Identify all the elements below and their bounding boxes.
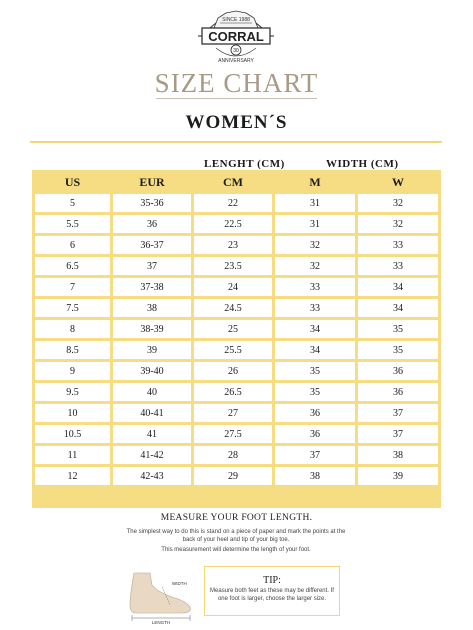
cell-us: 12 xyxy=(35,467,110,485)
cell-w: 33 xyxy=(358,257,438,275)
cell-w: 33 xyxy=(358,236,438,254)
col-header-cm: CM xyxy=(194,173,272,191)
cell-m: 34 xyxy=(275,320,355,338)
cell-w: 32 xyxy=(358,194,438,212)
cell-us: 7.5 xyxy=(35,299,110,317)
cell-m: 35 xyxy=(275,383,355,401)
cell-w: 35 xyxy=(358,320,438,338)
cell-us: 9 xyxy=(35,362,110,380)
cell-m: 34 xyxy=(275,341,355,359)
table-row xyxy=(35,257,438,275)
cell-eur: 35-36 xyxy=(113,194,191,212)
cell-w: 32 xyxy=(358,215,438,233)
table-row xyxy=(35,278,438,296)
col-header-us: US xyxy=(35,173,110,191)
table-row xyxy=(35,341,438,359)
length-group-label: LENGHT (CM) xyxy=(204,158,285,170)
cell-eur: 36-37 xyxy=(113,236,191,254)
cell-w: 36 xyxy=(358,383,438,401)
cell-cm: 24.5 xyxy=(194,299,272,317)
cell-w: 37 xyxy=(358,404,438,422)
cell-cm: 25 xyxy=(194,320,272,338)
cell-m: 33 xyxy=(275,278,355,296)
cell-us: 6 xyxy=(35,236,110,254)
width-group-label: WIDTH (CM) xyxy=(326,158,399,170)
cell-m: 32 xyxy=(275,257,355,275)
corral-logo xyxy=(196,6,276,66)
table-row xyxy=(35,383,438,401)
cell-w: 34 xyxy=(358,278,438,296)
cell-cm: 27.5 xyxy=(194,425,272,443)
table-header-row xyxy=(35,173,438,191)
cell-w: 34 xyxy=(358,299,438,317)
table-row xyxy=(35,425,438,443)
cell-w: 35 xyxy=(358,341,438,359)
cell-cm: 22 xyxy=(194,194,272,212)
logo-name: CORRAL xyxy=(208,29,264,44)
cell-m: 36 xyxy=(275,404,355,422)
cell-eur: 40-41 xyxy=(113,404,191,422)
cell-us: 10.5 xyxy=(35,425,110,443)
cell-w: 36 xyxy=(358,362,438,380)
cell-us: 11 xyxy=(35,446,110,464)
measure-instructions: The simplest way to do this is stand on a piece of paper and mark the points at the back of your heel and tip of your big toe. xyxy=(126,529,346,543)
cell-eur: 40 xyxy=(113,383,191,401)
cell-w: 39 xyxy=(358,467,438,485)
cell-w: 38 xyxy=(358,446,438,464)
table-row xyxy=(35,446,438,464)
tip-box xyxy=(204,566,340,616)
cell-cm: 27 xyxy=(194,404,272,422)
cell-cm: 22.5 xyxy=(194,215,272,233)
col-header-eur: EUR xyxy=(113,173,191,191)
cell-eur: 41-42 xyxy=(113,446,191,464)
cell-eur: 37-38 xyxy=(113,278,191,296)
cell-m: 37 xyxy=(275,446,355,464)
cell-m: 35 xyxy=(275,362,355,380)
cell-m: 31 xyxy=(275,215,355,233)
cell-cm: 29 xyxy=(194,467,272,485)
col-header-w: W xyxy=(358,173,438,191)
logo-since: SINCE 1988 xyxy=(222,17,250,23)
cell-us: 7 xyxy=(35,278,110,296)
cell-cm: 23.5 xyxy=(194,257,272,275)
cell-eur: 38-39 xyxy=(113,320,191,338)
logo-anniversary: ANNIVERSARY xyxy=(218,58,254,64)
page-subtitle: WOMEN´S xyxy=(185,112,288,133)
tip-text: Measure both feet as these may be different. If one foot is larger, choose the larger size. xyxy=(210,588,334,602)
cell-us: 10 xyxy=(35,404,110,422)
foot-shape-icon xyxy=(130,573,190,613)
cell-us: 5.5 xyxy=(35,215,110,233)
cell-eur: 37 xyxy=(113,257,191,275)
measure-note: This measurement will determine the length of your foot. xyxy=(161,547,311,553)
cell-cm: 23 xyxy=(194,236,272,254)
tip-title: TIP: xyxy=(263,575,281,586)
table-row xyxy=(35,320,438,338)
cell-us: 8.5 xyxy=(35,341,110,359)
table-row xyxy=(35,299,438,317)
cell-eur: 41 xyxy=(113,425,191,443)
logo-badge: 30 xyxy=(233,48,239,54)
cell-eur: 42-43 xyxy=(113,467,191,485)
diagram-width-label: WIDTH xyxy=(172,581,187,586)
cell-eur: 39-40 xyxy=(113,362,191,380)
cell-eur: 36 xyxy=(113,215,191,233)
cell-m: 36 xyxy=(275,425,355,443)
cell-eur: 39 xyxy=(113,341,191,359)
measure-title: MEASURE YOUR FOOT LENGTH. xyxy=(160,513,313,523)
cell-m: 38 xyxy=(275,467,355,485)
diagram-length-label: LENGTH xyxy=(151,620,171,625)
cell-cm: 26 xyxy=(194,362,272,380)
table-row xyxy=(35,467,438,485)
cell-us: 5 xyxy=(35,194,110,212)
table-row xyxy=(35,194,438,212)
cell-us: 8 xyxy=(35,320,110,338)
cell-m: 32 xyxy=(275,236,355,254)
table-row xyxy=(35,404,438,422)
page-title: SIZE CHART xyxy=(154,68,319,98)
cell-cm: 28 xyxy=(194,446,272,464)
cell-cm: 25.5 xyxy=(194,341,272,359)
cell-us: 9.5 xyxy=(35,383,110,401)
cell-eur: 38 xyxy=(113,299,191,317)
table-row xyxy=(35,215,438,233)
title-divider xyxy=(156,98,317,99)
cell-w: 37 xyxy=(358,425,438,443)
cell-cm: 24 xyxy=(194,278,272,296)
header-divider xyxy=(30,141,442,143)
cell-us: 6.5 xyxy=(35,257,110,275)
cell-m: 31 xyxy=(275,194,355,212)
cell-m: 33 xyxy=(275,299,355,317)
foot-diagram xyxy=(120,565,200,625)
table-row xyxy=(35,362,438,380)
cell-cm: 26.5 xyxy=(194,383,272,401)
size-table xyxy=(32,170,441,508)
table-row xyxy=(35,236,438,254)
col-header-m: M xyxy=(275,173,355,191)
